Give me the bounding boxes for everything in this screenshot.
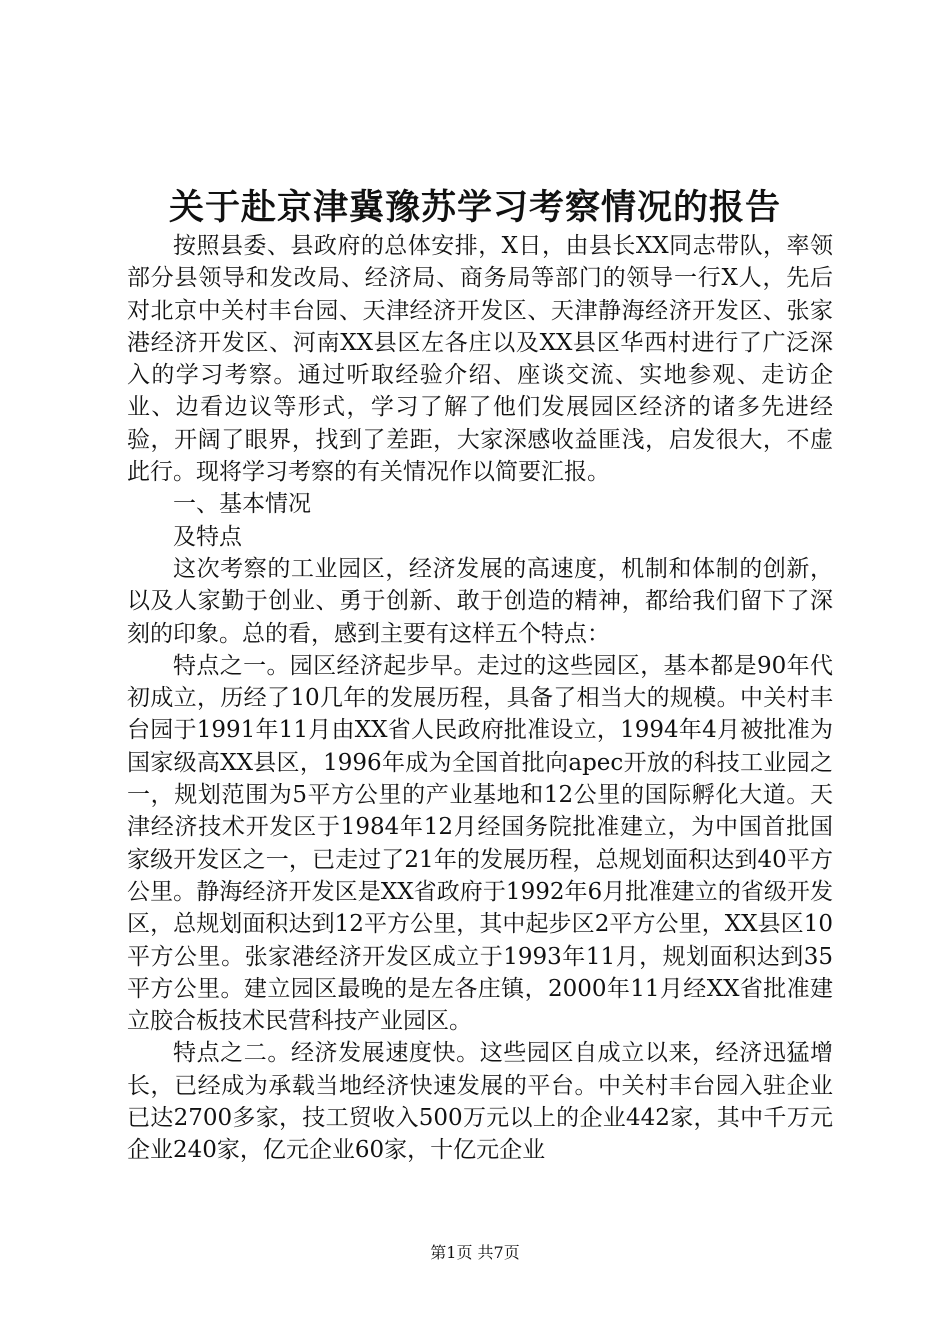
paragraph-intro: 按照县委、县政府的总体安排，X日，由县长XX同志带队，率领部分县领导和发改局、经济局、商务局等部门的领导一行X人，先后对北京中关村丰台园、天津经济开发区、天津静海经济开发区、张家港经济开发区、河南XX县区左各庄以及XX县区华西村进行了广泛深入的学习考察。通过听取经验介绍、座谈交流、实地参观、走访企业、边看边议等形式，学习了解了他们发展园区经济的诸多先进经验，开阔了眼界，找到了差距，大家深感收益匪浅，启发很大，不虚此行。现将学习考察的有关情况作以简要汇报。: [127, 233, 833, 486]
section-heading-continued: 及特点: [173, 523, 242, 550]
page-footer: 第1页 共7页: [430, 1243, 520, 1262]
paragraph-feature-one: 特点之一。园区经济起步早。走过的这些园区，基本都是90年代初成立，历经了10几年的发展历程，具备了相当大的规模。中关村丰台园于1991年11月由XX省人民政府批准设立，1994年4月被批准为国家级高XX县区，1996年成为全国首批向apec开放的科技工业园之一，规划范围为5平方公里的产业基地和12公里的国际孵化大道。天津经济技术开发区于1984年12月经国务院批准建立，为中国首批国家级开发区之一，已走过了21年的发展历程，总规划面积达到40平方公里。静海经济开发区是XX省政府于1992年6月批准建立的省级开发区，总规划面积达到12平方公里，其中起步区2平方公里，XX县区10平方公里。张家港经济开发区成立于1993年11月，规划面积达到35平方公里。建立园区最晚的是左各庄镇，2000年11月经XX省批准建立胶合板技术民营科技产业园区。: [127, 652, 833, 1035]
paragraph-overview: 这次考察的工业园区，经济发展的高速度，机制和体制的创新，以及人家勤于创业、勇于创新、敢于创造的精神，都给我们留下了深刻的印象。总的看，感到主要有这样五个特点：: [127, 555, 833, 647]
paragraph-feature-two: 特点之二。经济发展速度快。这些园区自成立以来，经济迅猛增长，已经成为承载当地经济快速发展的平台。中关村丰台园入驻企业已达2700多家，技工贸收入500万元以上的企业442家，其中千万元企业240家，亿元企业60家，十亿元企业: [127, 1040, 833, 1164]
section-heading: 一、基本情况: [173, 491, 311, 518]
document-title: 关于赴京津冀豫苏学习考察情况的报告: [168, 187, 781, 228]
document-body: [127, 230, 833, 1167]
